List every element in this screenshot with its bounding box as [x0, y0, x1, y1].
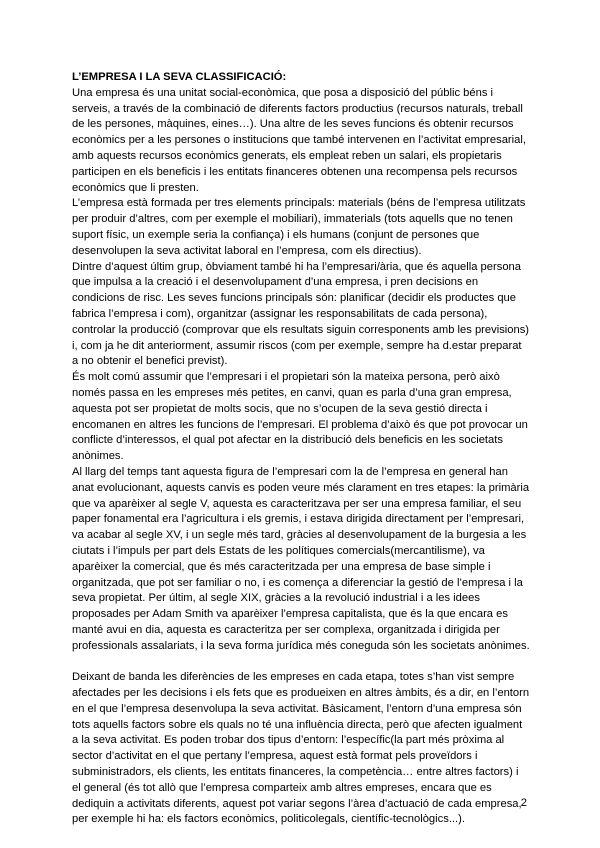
paragraph-elements: L’empresa està formada per tres elements principals: materials (béns de l’empresa utilitzats per produir d’altres, com per exemple el mobiliari), immaterials (tots aquells que no tenen suport físic, un exemple seria la confiança) i els humans (conjunt de persones que desenvolupen la seva activitat laboral en l’empresa, com els directius). — [72, 197, 526, 257]
paragraph-history: Al llarg del temps tant aquesta figura de l’empresari com la de l’empresa en general han anat evolucionant, aquests canvis es poden veure més clarament en tres etapes: la primària que va aparèixer al segle V, aquesta es caracteritzava per ser una empresa familiar, el seu paper fonamental era l’agricultura i els gremis, i estava dirigida directament per l’empresari, va acabar al segle XV, i un segle més tard, gràcies al desenvolupament de la burgesia a les ciutats i l’impuls per part dels Estats de les polítiques comercials(mercantilisme), va aparèixer la comercial, que és més caracteritzada per una empresa de base simple i organitzada, que pot ser familiar o no, i es comença a diferenciar la gestió de l’empresa i la seva propietat. Per últim, al segle XIX, gràcies a la revolució industrial i a les idees proposades per Adam Smith va aparèixer l’empresa capitalista, que és la que encara es manté avui en dia, aquesta es caracteritza per ser complexa, organitzada i dirigida per professionals assalariats, i la seva forma jurídica més coneguda són les societats anònimes. — [72, 465, 530, 652]
paragraph-entrepreneur: Dintre d’aquest últim grup, òbviament també hi ha l’empresari/ària, que és aquella persona que impulsa a la creació i el desenvolupament d’una empresa, i pren decisions en condicions de risc. Les seves funcions principals són: planificar (decidir els productes que fabrica l’empresa i com), organitzar (assignar les responsabilitats de cada persona), controlar la producció (comprovar que els resultats siguin corresponents amb les previsions) i, com ja he dit anteriorment, assumir riscos (com per exemple, sempre ha d.estar preparat a no obtenir el benefici previst). — [72, 260, 530, 368]
page-number: 2 — [520, 797, 527, 809]
paragraph-spacer — [72, 654, 530, 670]
document-title: L’EMPRESA I LA SEVA CLASSIFICACIÓ: — [72, 71, 287, 83]
paragraph-environment: Deixant de banda les diferències de les empreses en cada etapa, totes s’han vist sempre afectades per les decisions i els fets que es produeixen en altres àmbits, és a dir, en l’entorn en el que l’empresa desenvolupa la seva activitat. Bàsicament, l’entorn d’una empresa són tots aquells factors sobre els quals no té una influència directa, però que afecten igualment a la seva activitat. Es poden trobar dos tipus d’entorn: l’específic(la part més pròxima al sector d’activitat en el que pertany l’empresa, aquest està format pels proveïdors i subministradors, els clients, les entitats financeres, la competència… entre altres factors) i el general (és tot allò que l’empresa comparteix amb altres empreses, encara que es dediquin a activitats diferents, aquest pot variar segons l’àrea d’actuació de cada empresa, per exemple hi ha: els factors econòmics, politicolegals, científic-tecnològics...). — [72, 671, 530, 826]
paragraph-owner: És molt comú assumir que l’empresari i el propietari són la mateixa persona, però això només passa en les empreses més petites, en canvi, quan es parla d’una gran empresa, aquesta pot ser propietat de molts socis, que no s’ocupen de la seva gestió directa i encomanen en altres les funcions de l’empresari. El problema d’això és que pot provocar un conflicte d’interessos, el qual pot afectar en la distribució dels beneficis en les societats anònimes. — [72, 371, 528, 463]
document-page — [72, 70, 530, 828]
paragraph-definition: Una empresa és una unitat social-econòmica, que posa a disposició del públic béns i serveis, a través de la combinació de diferents factors productius (recursos naturals, treball de les persones, màquines, eines…). Una altre de les seves funcions és obtenir recursos econòmics per a les persones o institucions que també intervenen en l’activitat empresarial, amb aquests recursos econòmics generats, els empleat reben un salari, els propietaris participen en els beneficis i les entitats financeres obtenen una recompensa pels recursos econòmics que li presten. — [72, 86, 526, 194]
